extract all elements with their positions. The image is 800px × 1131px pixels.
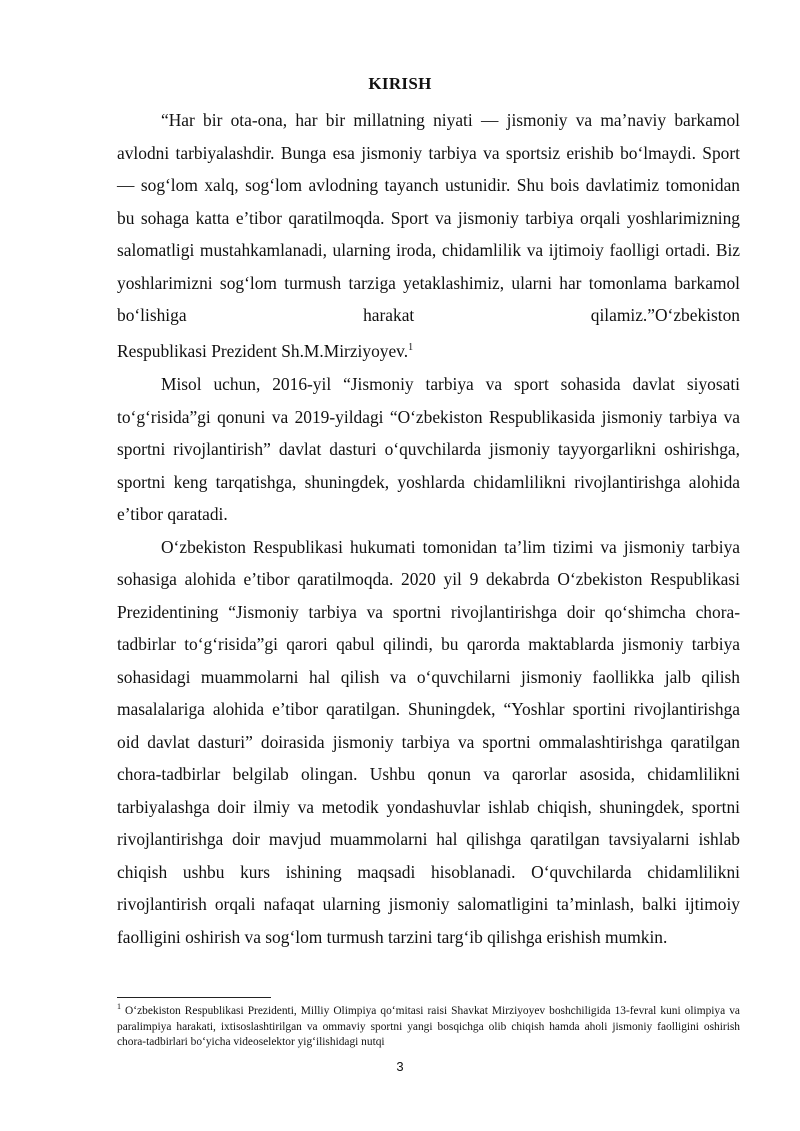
paragraph-quote-text: “Har bir ota-ona, har bir millatning niyati — jismoniy va ma’naviy barkamol avlodni tarbiyalashdir. Bunga esa jismoniy tarbiya va sportsiz erishib bo‘lmaydi. Sport — sog‘lom xalq, sog‘lom avlodning tayanch ustunidir. Shu bois davlatimiz tomonidan bu sohaga katta e’tibor qaratilmoqda. Sport va jismoniy tarbiya orqali yoshlarimizning salomatligi mustahkamlanadi, ularning iroda, chidamlilik va ijtimoiy faolligi ortadi. Biz yoshlarimizni sog‘lom turmush tarziga yetaklashimiz, ularni har tomonlama barkamol bo‘lishiga harakat qilamiz.”O‘zbekiston [117,110,740,325]
section-title: KIRISH [368,74,432,93]
footnote-text: O‘zbekiston Respublikasi Prezidenti, Milliy Olimpiya qo‘mitasi raisi Shavkat Mirziyoyev boshchiligida 13-fevral kuni olimpiya va paralimpiya harakati, ixtisoslashtirilgan va ommaviy sportni yangi bosqichga olib chiqish hamda aholi jismoniy faolligini oshirish chora-tadbirlari bo‘yicha videoselektor yig‘ilishidagi nutqi [117,1005,740,1049]
footnote-separator [117,997,271,998]
page-number: 3 [396,1059,404,1074]
attribution-text: Respublikasi Prezident Sh.M.Mirziyoyev. [117,340,409,361]
footnote-marker: 1 [117,1002,121,1012]
paragraph-laws: Misol uchun, 2016-yil “Jismoniy tarbiya va sport sohasida davlat siyosati to‘g‘risida”gi qonuni va 2019-yildagi “O‘zbekiston Respublikasida jismoniy tarbiya va sportni rivojlantirish” davlat dasturi o‘quvchilarda jismoniy tayyorgarlikni oshirishga, sportni keng tarqatishga, shuningdek, yoshlarda chidamlilikni rivojlantirishga alohida e’tibor qaratadi. [117,374,740,524]
footnote-reference[interactable]: 1 [408,341,414,353]
body-text [117,104,740,953]
footnote [117,1004,740,1051]
paragraph-government: O‘zbekiston Respublikasi hukumati tomonidan ta’lim tizimi va jismoniy tarbiya sohasiga alohida e’tibor qaratilmoqda. 2020 yil 9 dekabrda O‘zbekiston Respublikasi Prezidentining “Jismoniy tarbiya va sportni rivojlantirishga doir qo‘shimcha chora-tadbirlar to‘g‘risida”gi qarori qabul qilindi, bu qarorda maktablarda jismoniy tarbiya sohasidagi muammolarni hal qilish va o‘quvchilarni jismoniy faollikka jalb qilish masalalariga alohida e’tibor qaratilgan. Shuningdek, “Yoshlar sportini rivojlantirishga oid davlat dasturi” doirasida jismoniy tarbiya va sportni ommalashtirishga qaratilgan chora-tadbirlar belgilab olingan. Ushbu qonun va qarorlar asosida, chidamlilikni tarbiyalashga doir ilmiy va metodik yondashuvlar ishlab chiqish, shuningdek, sportni rivojlantirishga doir mavjud muammolarni hal qilishga qaratilgan tavsiyalarni ishlab chiqish ushbu kurs ishining maqsadi hisoblanadi. O‘quvchilarda chidamlilikni rivojlantirish orqali nafaqat ularning jismoniy salomatligini ta’minlash, balki ijtimoiy faolligini oshirish va sog‘lom turmush tarzini targ‘ib qilishga erishish mumkin. [117,536,740,947]
paragraph-quote-attribution [117,335,740,368]
paragraph-quote [117,104,740,332]
